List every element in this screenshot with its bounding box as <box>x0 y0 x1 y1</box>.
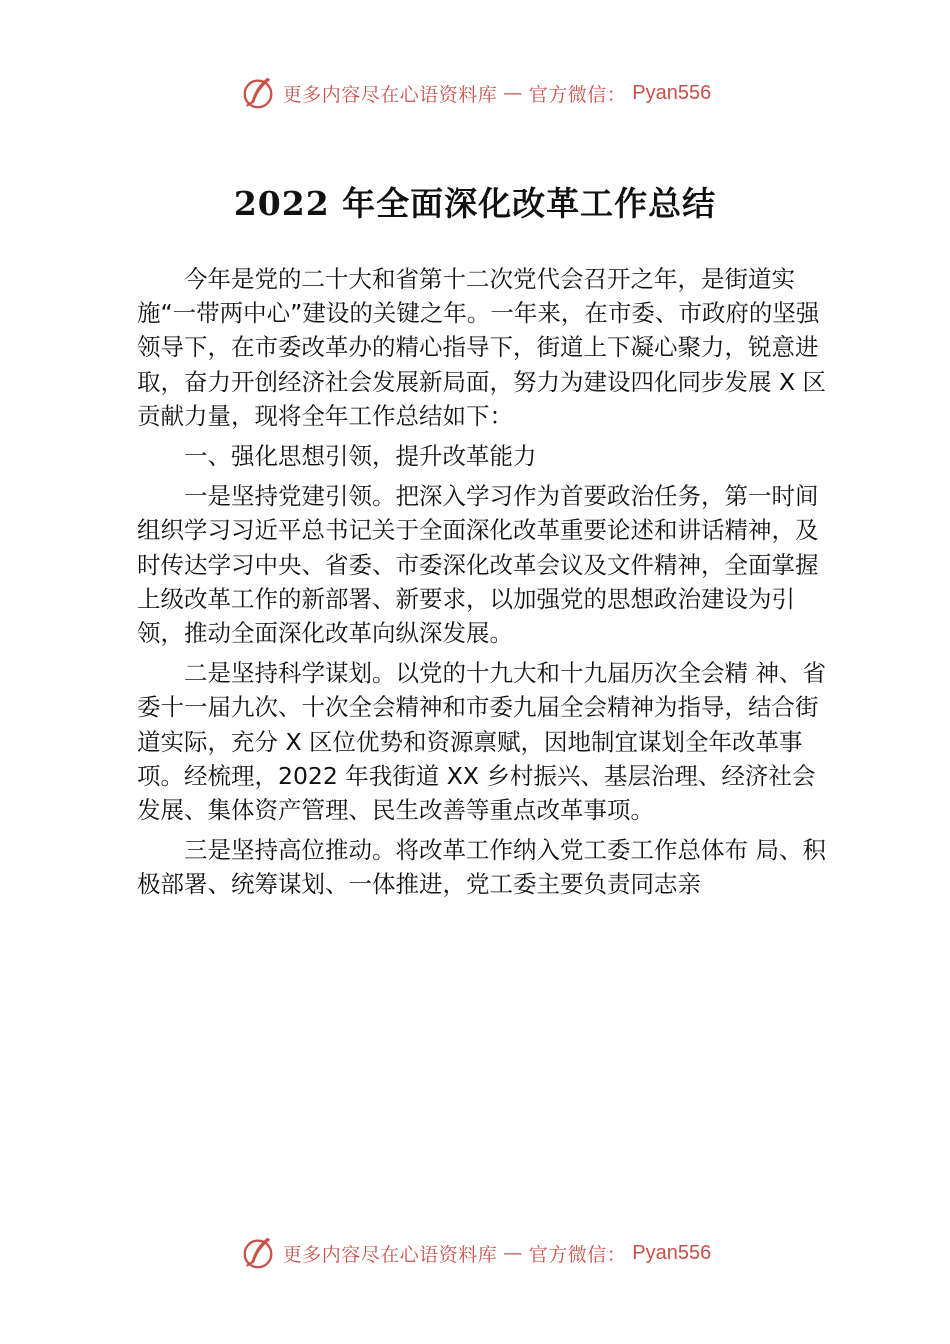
document-body <box>137 262 827 908</box>
quill-pen-logo-icon <box>239 74 277 112</box>
paragraph-intro: 今年是党的二十大和省第十二次党代会召开之年，是街道实施“一带两中心”建设的关键之年。一年来，在市委、市政府的坚强领导下，在市委改革办的精心指导下，街道上下凝心聚力，锐意进取，奋力开创经济社会发展新局面，努力为建设四化同步发展 X 区贡献力量，现将全年工作总结如下： <box>137 265 827 430</box>
header-watermark <box>0 73 950 113</box>
watermark-separator: — <box>503 82 523 104</box>
watermark-separator: — <box>503 1242 523 1264</box>
watermark-contact-id: Pyan556 <box>632 81 712 104</box>
watermark-brand: 更多内容尽在心语资料库 <box>282 1243 498 1266</box>
footer-watermark <box>0 1233 950 1273</box>
watermark-contact-label: 官方微信： <box>528 83 627 106</box>
section-heading-1: 一、强化思想引领，提升改革能力 <box>184 442 537 471</box>
document-title: 2022 年全面深化改革工作总结 <box>233 184 717 223</box>
watermark-contact-label: 官方微信： <box>528 1243 627 1266</box>
watermark-contact-id: Pyan556 <box>632 1241 712 1264</box>
quill-pen-logo-icon <box>239 1234 277 1272</box>
paragraph-high-level-promotion: 三是坚持高位推动。将改革工作纳入党工委工作总体布 局、积极部署、统筹谋划、一体推进，党工委主要负责同志亲 <box>137 836 826 899</box>
watermark-brand: 更多内容尽在心语资料库 <box>282 83 498 106</box>
paragraph-party-building: 一是坚持党建引领。把深入学习作为首要政治任务，第一时间组织学习习近平总书记关于全面深化改革重要论述和讲话精神，及时传达学习中央、省委、市委深化改革会议及文件精神，全面掌握上级改革工作的新部署、新要求，以加强党的思想政治建设为引领，推动全面深化改革向纵深发展。 <box>137 482 819 648</box>
paragraph-scientific-planning: 二是坚持科学谋划。以党的十九大和十九届历次全会精 神、省委十一届九次、十次全会精神和市委九届全会精神为指导，结合街道实际，充分 X 区位优势和资源禀赋，因地制宜谋划全年改革事项。经梳理，2022 年我街道 XX 乡村振兴、基层治理、经济社会发展、集体资产管理、民生改善等重点改革事项。 <box>137 659 826 825</box>
